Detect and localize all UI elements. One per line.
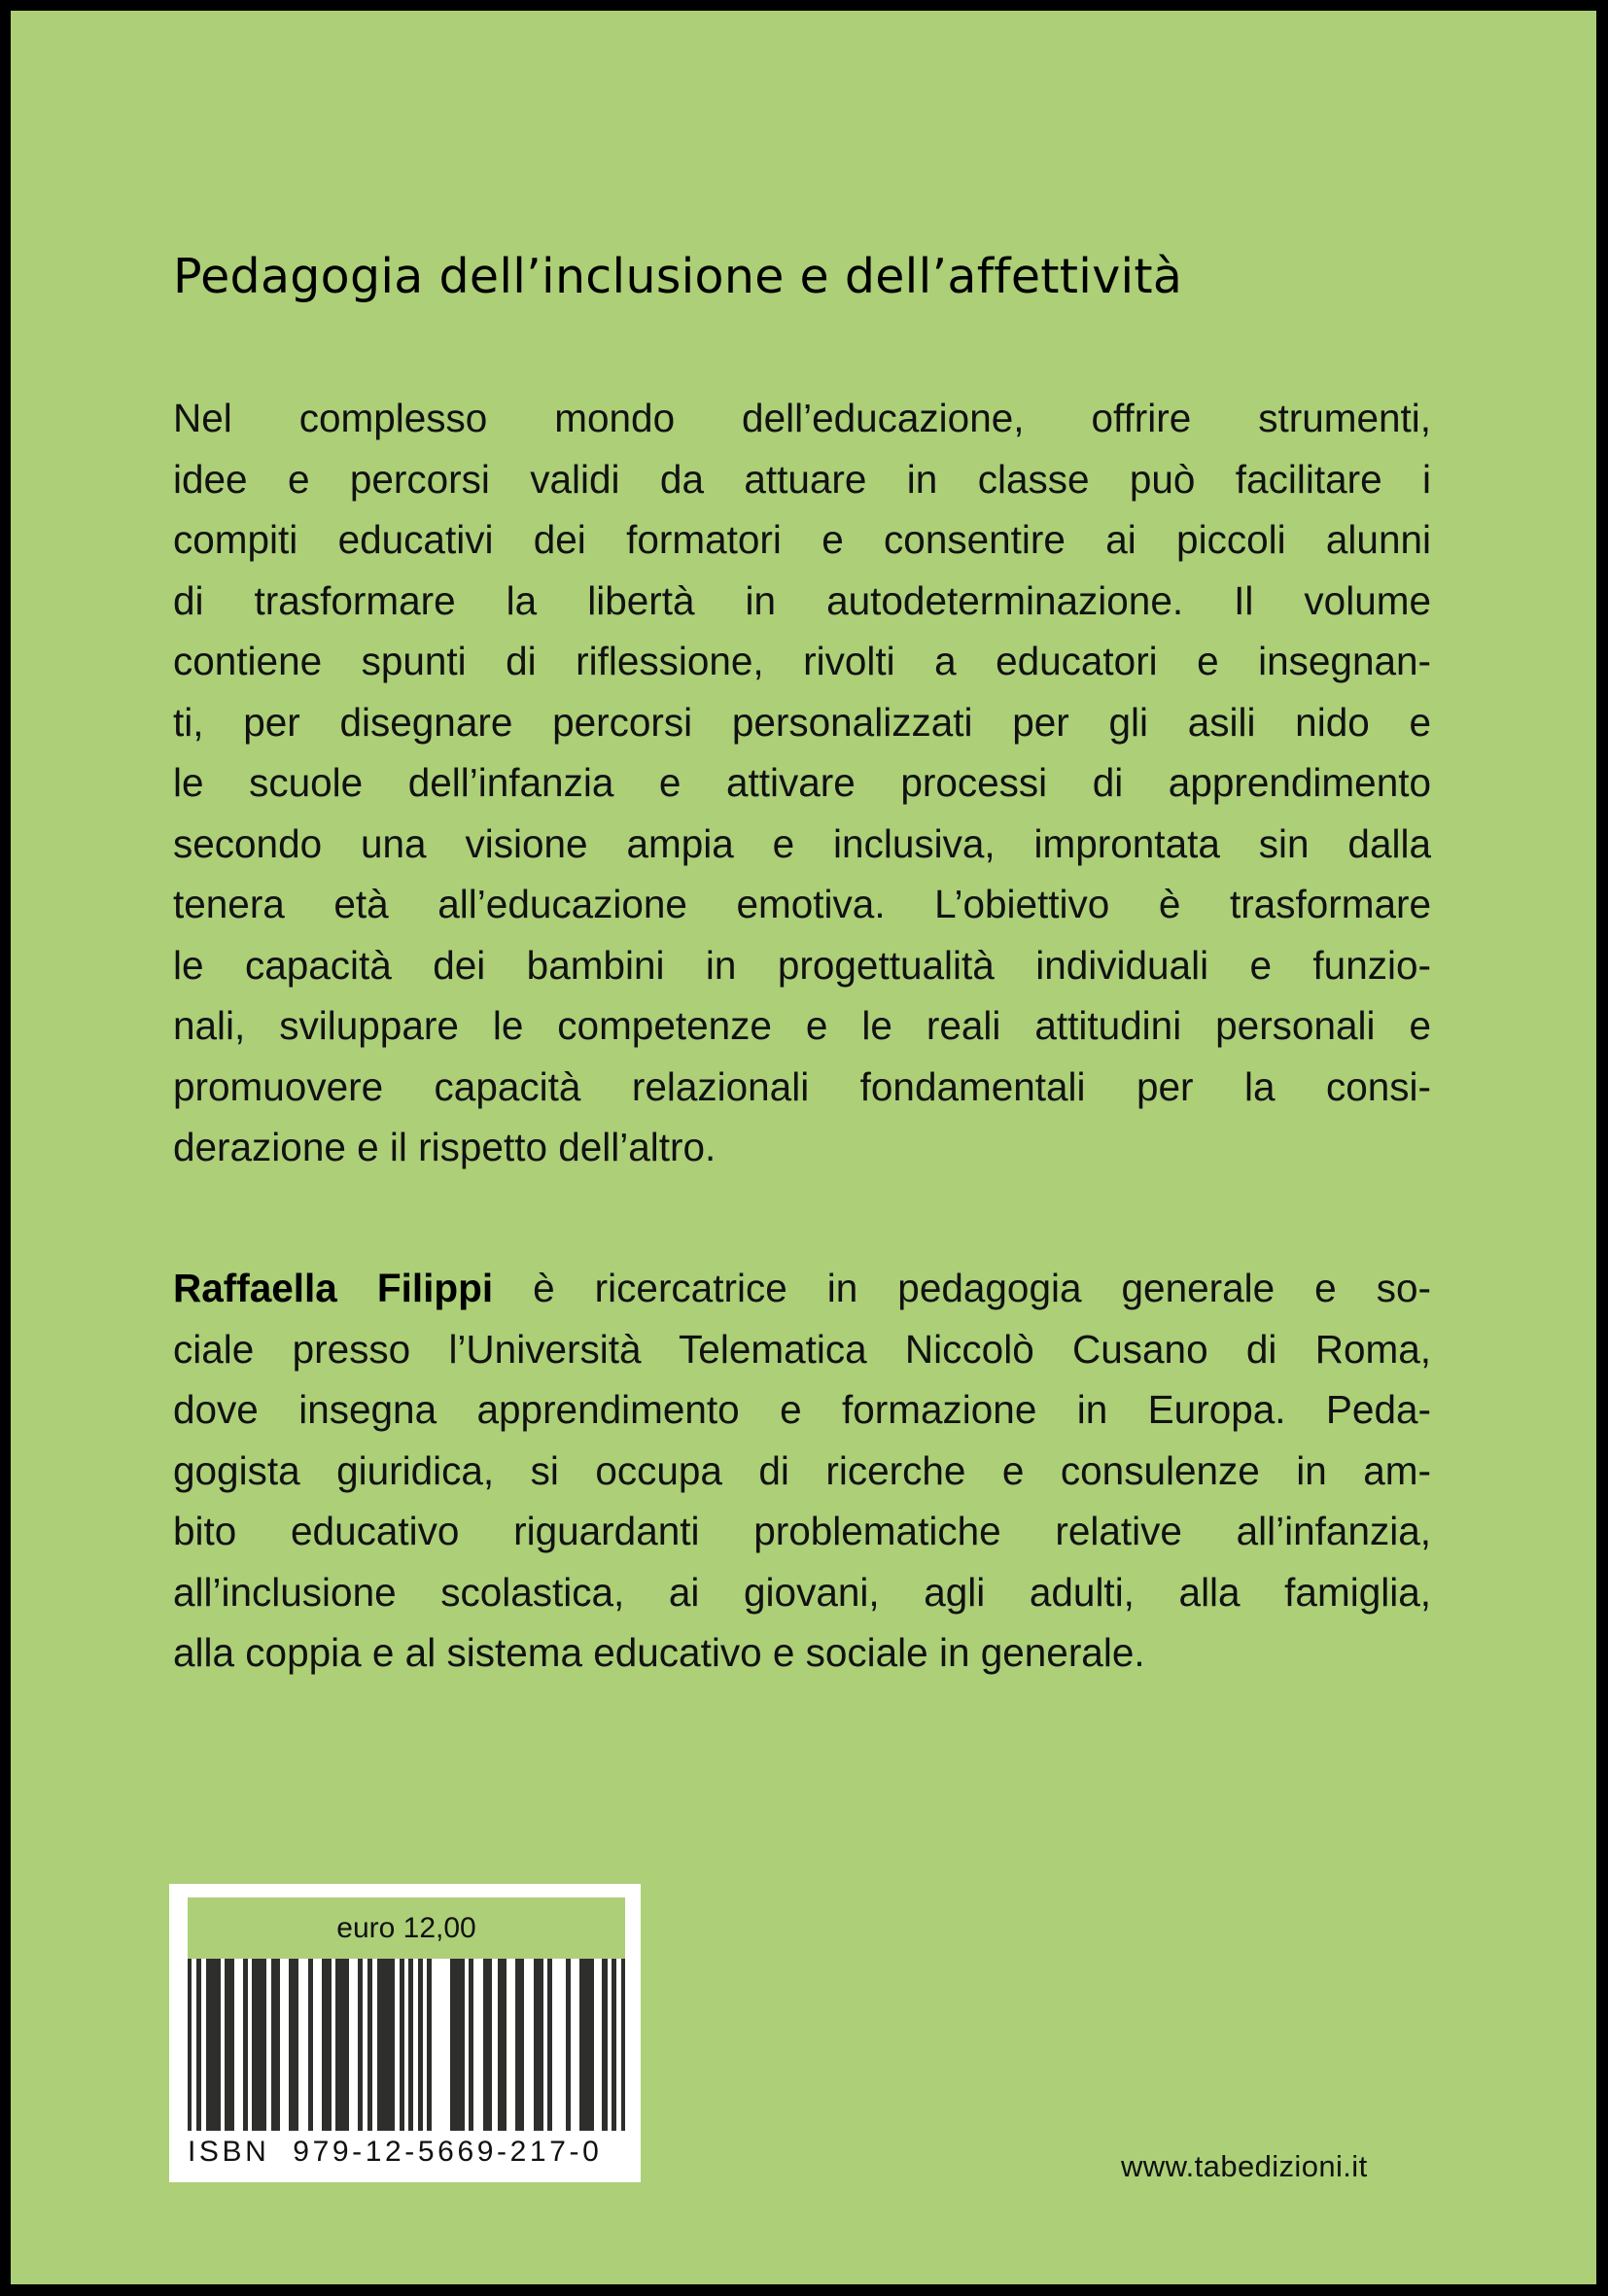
- bio-line: bito educativo riguardanti problematiche relative all’infanzia,: [173, 1509, 1431, 1553]
- description-line: tenera età all’educazione emotiva. L’obiettivo è trasformare: [173, 882, 1431, 926]
- price-label: euro 12,00: [188, 1897, 625, 1959]
- bio-line: alla coppia e al sistema educativo e sociale in generale.: [173, 1630, 1145, 1675]
- description-line: compiti educativi dei formatori e consentire ai piccoli alunni: [173, 517, 1431, 562]
- description-line: derazione e il rispetto dell’altro.: [173, 1125, 717, 1169]
- barcode-label: [169, 1884, 641, 2182]
- publisher-website: www.tabedizioni.it: [1121, 2149, 1368, 2183]
- bio-first-line: [173, 1258, 1431, 1319]
- description-line: contiene spunti di riflessione, rivolti a educatori e insegnan-: [173, 639, 1431, 683]
- bio-line: dove insegna apprendimento e formazione in Europa. Peda-: [173, 1387, 1431, 1432]
- description-line: idee e percorsi validi da attuare in classe può facilitare i: [173, 456, 1431, 502]
- barcode-bars-icon: [188, 1959, 625, 2131]
- author-name: Raffaella Filippi: [173, 1266, 494, 1310]
- book-back-cover: [11, 11, 1596, 2284]
- isbn-number: ISBN 979-12-5669-217-0: [188, 2136, 603, 2168]
- bio-line: ciale presso l’Università Telematica Niccolò Cusano di Roma,: [173, 1326, 1431, 1372]
- description-line: promuovere capacità relazionali fondamentali per la consi-: [173, 1063, 1431, 1109]
- bio-line: gogista giuridica, si occupa di ricerche e consulenze in am-: [173, 1447, 1431, 1493]
- description-line: di trasformare la libertà in autodeterminazione. Il volume: [173, 577, 1431, 623]
- description-line: ti, per disegnare percorsi personalizzati per gli asili nido e: [173, 699, 1431, 745]
- description-line: le scuole dell’infanzia e attivare processi di apprendimento: [173, 760, 1431, 805]
- description-line: secondo una visione ampia e inclusiva, improntata sin dalla: [173, 820, 1431, 866]
- description-line: le capacità dei bambini in progettualità individuali e funzio-: [173, 942, 1431, 988]
- book-description: [173, 388, 1431, 1178]
- book-title: Pedagogia dell’inclusione e dell’affettività: [173, 249, 1183, 304]
- bio-text: è ricercatrice in pedagogia generale e so-: [493, 1266, 1431, 1310]
- bio-line: all’inclusione scolastica, ai giovani, agli adulti, alla famiglia,: [173, 1569, 1431, 1615]
- description-line: nali, sviluppare le competenze e le reali attitudini personali e: [173, 1003, 1431, 1048]
- author-bio: [173, 1258, 1431, 1684]
- description-line: Nel complesso mondo dell’educazione, offrire strumenti,: [173, 396, 1431, 440]
